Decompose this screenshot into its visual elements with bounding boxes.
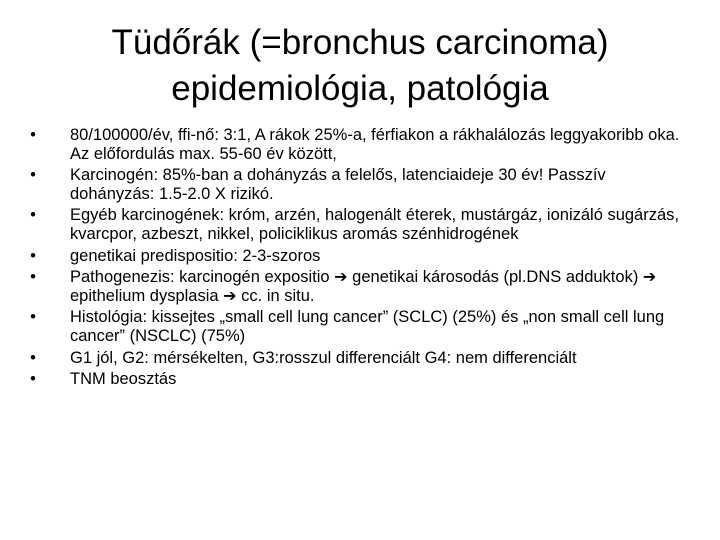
- bullet-text-part: cc. in situ.: [236, 286, 315, 305]
- title-line-2: epidemiológia, patológia: [171, 69, 549, 108]
- bullet-item-pathogenesis: [27, 268, 687, 305]
- bullet-list: [27, 126, 687, 392]
- bullet-text: Histológia: kissejtes „small cell lung cancer” (SCLC) (25%) és „non small cell lung cancer” (NSCLC) (75%): [70, 308, 665, 345]
- bullet-text: Egyéb karcinogének: króm, arzén, halogenált éterek, mustárgáz, ionizáló sugárzás, kvarcpor, azbeszt, nikkel, policiklikus aromás szénhidrogének: [70, 206, 679, 243]
- bullet-item-carcinogen-smoking: [27, 166, 687, 203]
- slide-title: [60, 20, 660, 112]
- bullet-item-other-carcinogens: [27, 206, 687, 243]
- bullet-text: genetikai predispositio: 2-3-szoros: [70, 246, 321, 265]
- bullet-text: 80/100000/év, ffi-nő: 3:1, A rákok 25%-a, férfiakon a rákhalálozás leggyakoribb oka. Az előfordulás max. 55-60 év között,: [70, 126, 680, 163]
- bullet-item-grading: [27, 349, 687, 368]
- bullet-dot-icon: •: [30, 246, 36, 265]
- bullet-dot-icon: •: [30, 268, 36, 287]
- bullet-text-part: Pathogenezis: karcinogén expositio: [70, 268, 335, 287]
- bullet-dot-icon: •: [30, 370, 36, 389]
- arrow-right-icon: ➔: [223, 285, 237, 305]
- bullet-dot-icon: •: [30, 166, 36, 185]
- bullet-text-part: genetikai károsodás (pl.DNS adduktok): [347, 268, 643, 287]
- bullet-text: Karcinogén: 85%-ban a dohányzás a felelős, latenciaideje 30 év! Passzív dohányzás: 1.5-2.0 X rizikó.: [70, 166, 606, 203]
- bullet-text-part: epithelium dysplasia: [70, 286, 224, 305]
- bullet-item-epidemiology: [27, 126, 687, 163]
- bullet-text: TNM beosztás: [70, 370, 177, 389]
- bullet-dot-icon: •: [30, 126, 36, 144]
- arrow-right-icon: ➔: [642, 267, 657, 287]
- bullet-item-histology: [27, 308, 687, 345]
- title-line-1: Tüdőrák (=bronchus carcinoma): [111, 23, 609, 62]
- bullet-text: G1 jól, G2: mérsékelten, G3:rosszul differenciált G4: nem differenciált: [70, 348, 577, 367]
- bullet-item-tnm: [27, 370, 687, 389]
- bullet-dot-icon: •: [30, 308, 36, 327]
- bullet-item-genetic-predisposition: [27, 247, 687, 266]
- bullet-dot-icon: •: [30, 348, 36, 367]
- arrow-right-icon: ➔: [334, 267, 348, 287]
- bullet-dot-icon: •: [30, 206, 36, 225]
